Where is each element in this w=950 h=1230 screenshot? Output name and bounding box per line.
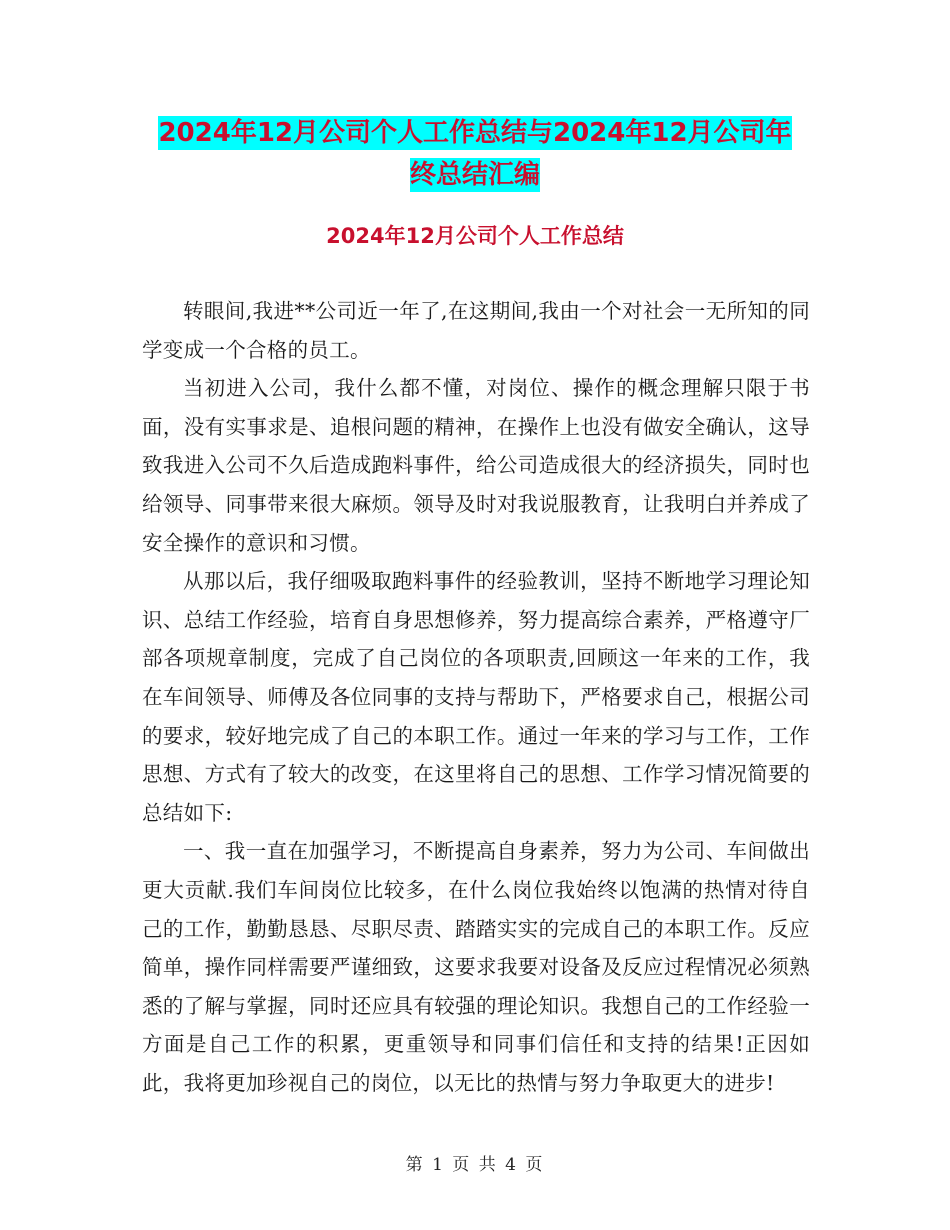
paragraph: 当初进入公司，我什么都不懂，对岗位、操作的概念理解只限于书面，没有实事求是、追根问题的精神，在操作上也没有做安全确认，这导致我进入公司不久后造成跑料事件，给公司造成很大的经济损失，同时也给领导、同事带来很大麻烦。领导及时对我说服教育，让我明白并养成了安全操作的意识和习惯。 (142, 376, 810, 555)
page-footer: 第 1 页 共 4 页 (405, 1155, 545, 1175)
document-title-line-1: 2024年12月公司个人工作总结与2024年12月公司年 (158, 118, 792, 148)
paragraph: 从那以后，我仔细吸取跑料事件的经验教训，坚持不断地学习理论知识、总结工作经验，培育自身思想修养，努力提高综合素养，严格遵守厂部各项规章制度，完成了自己岗位的各项职责,回顾这一年来的工作，我在车间领导、师傅及各位同事的支持与帮助下，严格要求自己，根据公司的要求，较好地完成了自己的本职工作。通过一年来的学习与工作，工作思想、方式有了较大的改变，在这里将自己的思想、工作学习情况简要的总结如下: (142, 569, 810, 825)
document-body (142, 292, 810, 1102)
paragraph: 转眼间,我进**公司近一年了,在这期间,我由一个对社会一无所知的同学变成一个合格的员工。 (142, 299, 810, 362)
paragraph: 一、我一直在加强学习，不断提高自身素养，努力为公司、车间做出更大贡献.我们车间岗位比较多，在什么岗位我始终以饱满的热情对待自己的工作，勤勤恳恳、尽职尽责、踏踏实实的完成自己的本职工作。反应简单，操作同样需要严谨细致，这要求我要对设备及反应过程情况必须熟悉的了解与掌握，同时还应具有较强的理论知识。我想自己的工作经验一方面是自己工作的积累，更重领导和同事们信任和支持的结果!正因如此，我将更加珍视自己的岗位，以无比的热情与努力争取更大的进步! (142, 839, 810, 1095)
document-title-line-2: 终总结汇编 (409, 160, 540, 190)
document-title (140, 112, 810, 196)
section-title: 2024年12月公司个人工作总结 (326, 224, 624, 248)
